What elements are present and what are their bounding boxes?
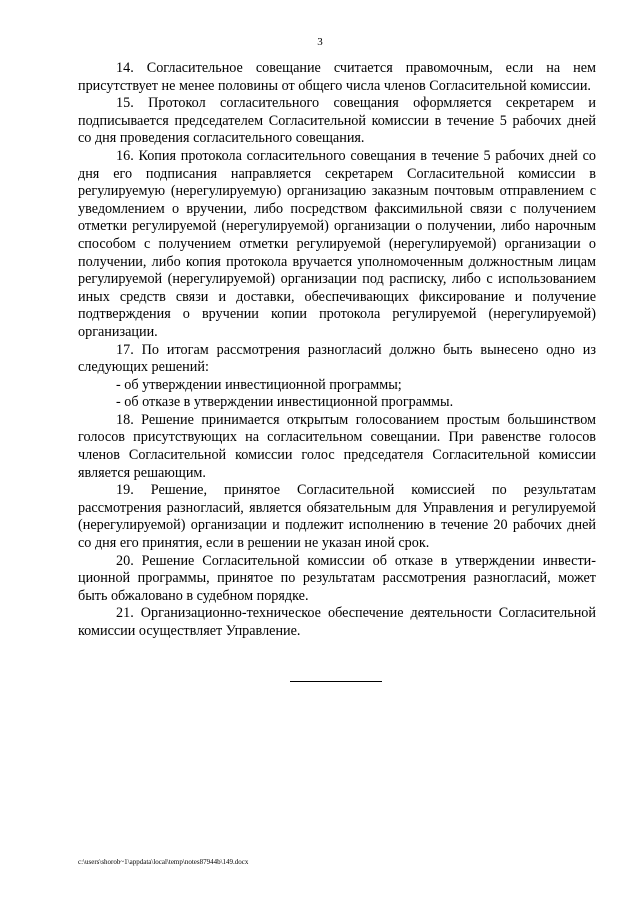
- paragraph-20: 20. Решение Согласительной комиссии об отказе в утверждении инвестиционной программы, принятое по результатам рассмотрения разногласий, может быть обжаловано в судебном порядке.: [78, 552, 596, 604]
- paragraph-18: 18. Решение принимается открытым голосованием простым большинством голосов присутствующих на согласительном совещании. При равенстве голосов членов Согласительной комиссии голос председателя Согласительной комиссии является решающим.: [78, 411, 596, 481]
- paragraph-14: 14. Согласительное совещание считается правомочным, если на нем присутствует не менее половины от общего числа членов Согласительной комиссии.: [78, 60, 596, 94]
- paragraph-21: 21. Организационно-техническое обеспечение деятельности Согласительной комиссии осуществляет Управление.: [78, 605, 596, 639]
- end-separator-line: [290, 681, 382, 682]
- page-number: 3: [317, 36, 323, 48]
- paragraph-15: 15. Протокол согласительного совещания оформляется секретарем и подписывается председателем Согласительной комиссии в течение 5 рабочих дней со дня проведения согласительного совещания.: [78, 95, 596, 147]
- list-item-approve: - об утверждении инвестиционной программы;: [116, 376, 402, 393]
- document-body: [78, 60, 596, 641]
- paragraph-16: 16. Копия протокола согласительного совещания в течение 5 рабочих дней со дня его подписания направляется секретарем Согласительной комиссии в регулируемую (нерегулируемую) организацию заказным почтовым отправлением с уведомлением о вручении, либо посредством факсимильной связи с получением отметки регулируемой (нерегулируемой) организации о получении, либо нарочным способом с получением отметки регулируемой (нерегулируемой) организации о получении, либо копия протокола вручается уполномоченным должностным лицам регулируемой (нерегулируемой) организации под расписку, либо с использованием иных средств связи и доставки, обеспечивающих фиксирование и получение подтверждения о вручении копии протокола регулируемой (нерегулируемой) организации.: [78, 147, 596, 340]
- list-item-refuse: - об отказе в утверждении инвестиционной программы.: [116, 394, 454, 411]
- paragraph-17: 17. По итогам рассмотрения разногласий должно быть вынесено одно из следующих решений:: [78, 341, 596, 376]
- footer-file-path: c:\users\shorob~1\appdata\local\temp\notes87944b\149.docx: [78, 858, 249, 866]
- paragraph-19: 19. Решение, принятое Согласительной комиссией по результатам рассмотрения разногласий, является обязательным для Управления и регулируемой (нерегулируемой) организации и подлежит исполнению в течение 20 рабочих дней со дня его принятия, если в решении не указан иной срок.: [78, 482, 596, 552]
